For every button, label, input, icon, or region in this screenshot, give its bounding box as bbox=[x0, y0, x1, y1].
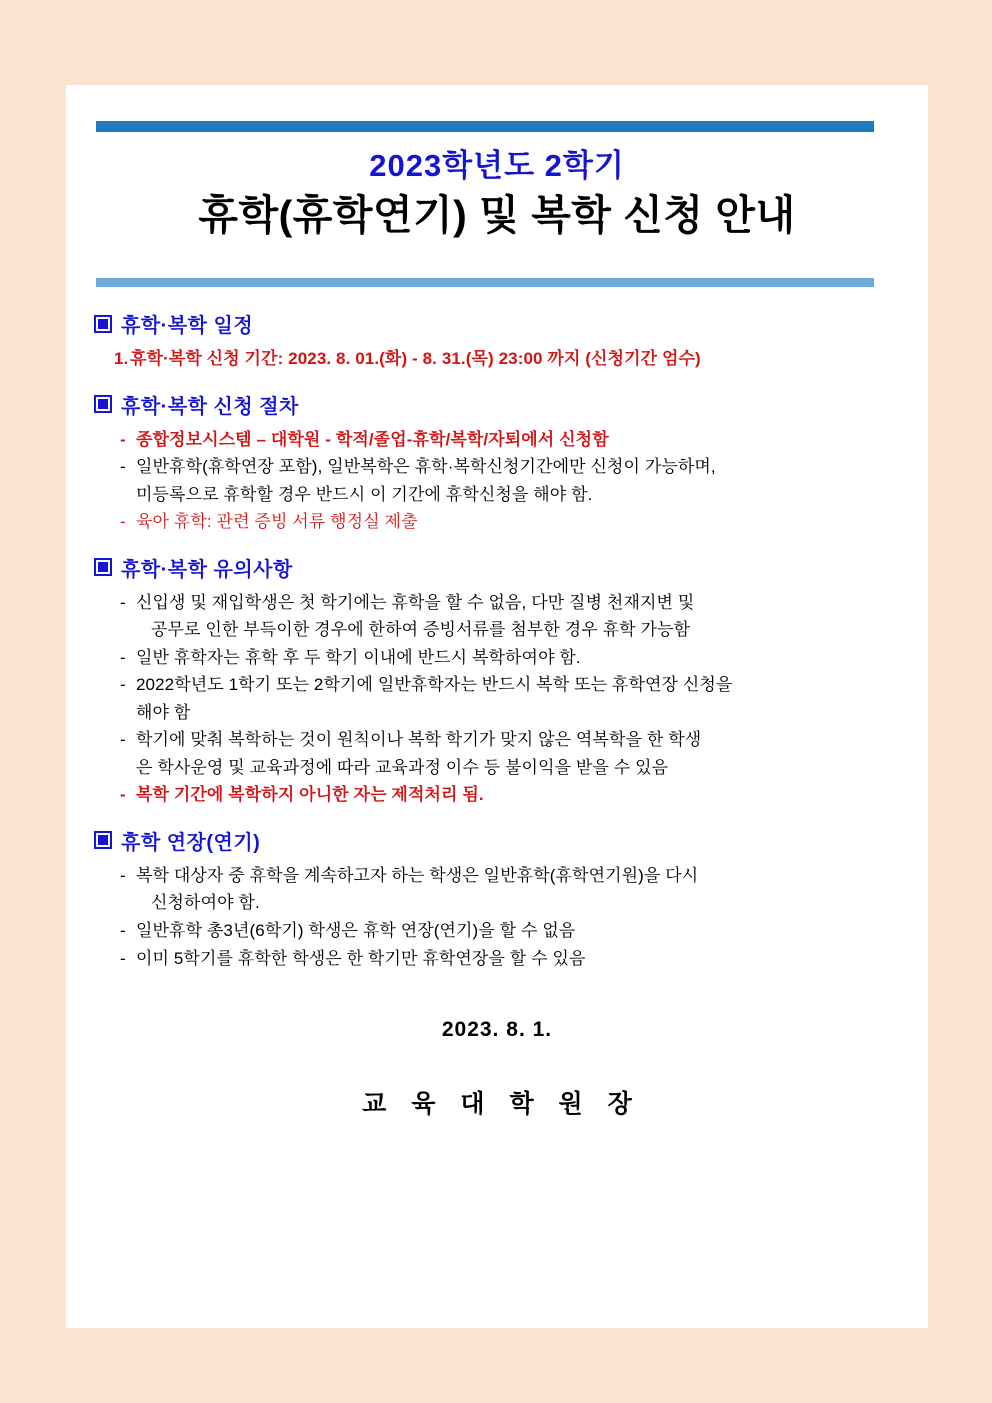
list-item bbox=[120, 917, 908, 945]
list-text: 종합정보시스템 – 대학원 - 학적/졸업-휴학/복학/자퇴에서 신청함 bbox=[136, 429, 609, 449]
list-text: 공무로 인한 부득이한 경우에 한하여 증빙서류를 첨부한 경우 휴학 가능함 bbox=[151, 620, 691, 640]
list-item bbox=[120, 644, 908, 672]
list-item bbox=[120, 426, 908, 454]
list-marker bbox=[120, 699, 136, 727]
square-bullet-icon bbox=[94, 558, 112, 576]
list-text: 미등록으로 휴학할 경우 반드시 이 기간에 휴학신청을 해야 함. bbox=[136, 484, 593, 504]
section-procedure bbox=[86, 390, 908, 536]
list-marker: - bbox=[120, 429, 126, 449]
list-marker bbox=[120, 616, 136, 644]
list-text: 일반 휴학자는 휴학 후 두 학기 이내에 반드시 복학하여야 함. bbox=[136, 647, 581, 667]
list-text: 일반휴학(휴학연장 포함), 일반복학은 휴학·복학신청기간에만 신청이 가능하며, bbox=[136, 457, 716, 477]
list-marker: - bbox=[120, 675, 126, 695]
list-item bbox=[120, 889, 908, 917]
list-item bbox=[120, 726, 908, 754]
square-bullet-icon bbox=[94, 395, 112, 413]
notice-body bbox=[86, 309, 908, 1120]
list-marker bbox=[120, 481, 136, 509]
list-marker: - bbox=[120, 592, 126, 612]
list-text: 복학 대상자 중 휴학을 계속하고자 하는 학생은 일반휴학(휴학연기원)을 다시 bbox=[136, 865, 699, 885]
title-semester: 2023학년도 2학기 bbox=[369, 148, 625, 183]
list-text: 은 학사운영 및 교육과정에 따라 교육과정 이수 등 불이익을 받을 수 있음 bbox=[136, 757, 669, 777]
section-heading-label: 휴학 연장(연기) bbox=[121, 831, 261, 854]
list-item bbox=[120, 616, 908, 644]
section-schedule bbox=[86, 309, 908, 373]
list-marker: - bbox=[120, 948, 126, 968]
list-marker bbox=[120, 889, 136, 917]
list-marker: - bbox=[120, 730, 126, 750]
list-marker: - bbox=[120, 647, 126, 667]
list-marker: - bbox=[120, 920, 126, 940]
section-heading bbox=[94, 390, 908, 419]
list-item bbox=[120, 862, 908, 890]
list-marker: - bbox=[120, 512, 126, 532]
header-rule-top bbox=[96, 121, 874, 132]
signature-issuer: 교 육 대 학 원 장 bbox=[362, 1090, 641, 1119]
list-marker: - bbox=[120, 457, 126, 477]
list-text: 육아 휴학: 관련 증빙 서류 행정실 제출 bbox=[136, 512, 418, 532]
list-item bbox=[120, 781, 908, 809]
square-bullet-icon bbox=[94, 315, 112, 333]
section-heading bbox=[94, 826, 908, 855]
page-title bbox=[66, 147, 928, 243]
section-cautions bbox=[86, 553, 908, 809]
list-text: 복학 기간에 복학하지 아니한 자는 제적처리 됨. bbox=[136, 785, 484, 805]
signature-date: 2023. 8. 1. bbox=[441, 1018, 553, 1042]
list-item bbox=[120, 945, 908, 973]
list-text: 학기에 맞춰 복학하는 것이 원칙이나 복학 학기가 맞지 않은 역복학을 한 학생 bbox=[136, 730, 702, 750]
section-heading-label: 휴학·복학 일정 bbox=[121, 315, 254, 337]
list-marker: - bbox=[120, 865, 126, 885]
list-item bbox=[120, 754, 908, 782]
list-text: 신청하여야 함. bbox=[151, 893, 260, 913]
list-item bbox=[120, 699, 908, 727]
section-heading-label: 휴학·복학 유의사항 bbox=[121, 558, 293, 581]
section-heading-label: 휴학·복학 신청 절차 bbox=[121, 395, 299, 418]
list-text: 일반휴학 총3년(6학기) 학생은 휴학 연장(연기)을 할 수 없음 bbox=[136, 920, 576, 940]
list-text: 이미 5학기를 휴학한 학생은 한 학기만 휴학연장을 할 수 있음 bbox=[136, 948, 586, 968]
list-item bbox=[120, 508, 908, 536]
header-rule-bottom bbox=[96, 278, 874, 287]
list-text: 휴학·복학 신청 기간: 2023. 8. 01.(화) - 8. 31.(목) 23:00 까지 (신청기간 엄수) bbox=[130, 349, 701, 368]
list-text: 2022학년도 1학기 또는 2학기에 일반휴학자는 반드시 복학 또는 휴학연장 신청을 bbox=[136, 675, 733, 695]
list-text: 해야 함 bbox=[136, 702, 191, 722]
list-marker bbox=[120, 754, 136, 782]
list-text: 신입생 및 재입학생은 첫 학기에는 휴학을 할 수 없음, 다만 질병 천재지변 및 bbox=[136, 592, 695, 612]
list-item bbox=[120, 481, 908, 509]
section-extension bbox=[86, 826, 908, 972]
title-main: 휴학(휴학연기) 및 복학 신청 안내 bbox=[198, 191, 796, 238]
list-item bbox=[120, 589, 908, 617]
list-item bbox=[114, 345, 908, 373]
notice-page bbox=[66, 85, 928, 1328]
list-item bbox=[120, 453, 908, 481]
list-marker: - bbox=[120, 785, 126, 805]
list-item bbox=[120, 671, 908, 699]
square-bullet-icon bbox=[94, 831, 112, 849]
section-heading bbox=[94, 553, 908, 582]
section-heading bbox=[94, 309, 908, 338]
list-marker: 1. bbox=[114, 349, 129, 368]
